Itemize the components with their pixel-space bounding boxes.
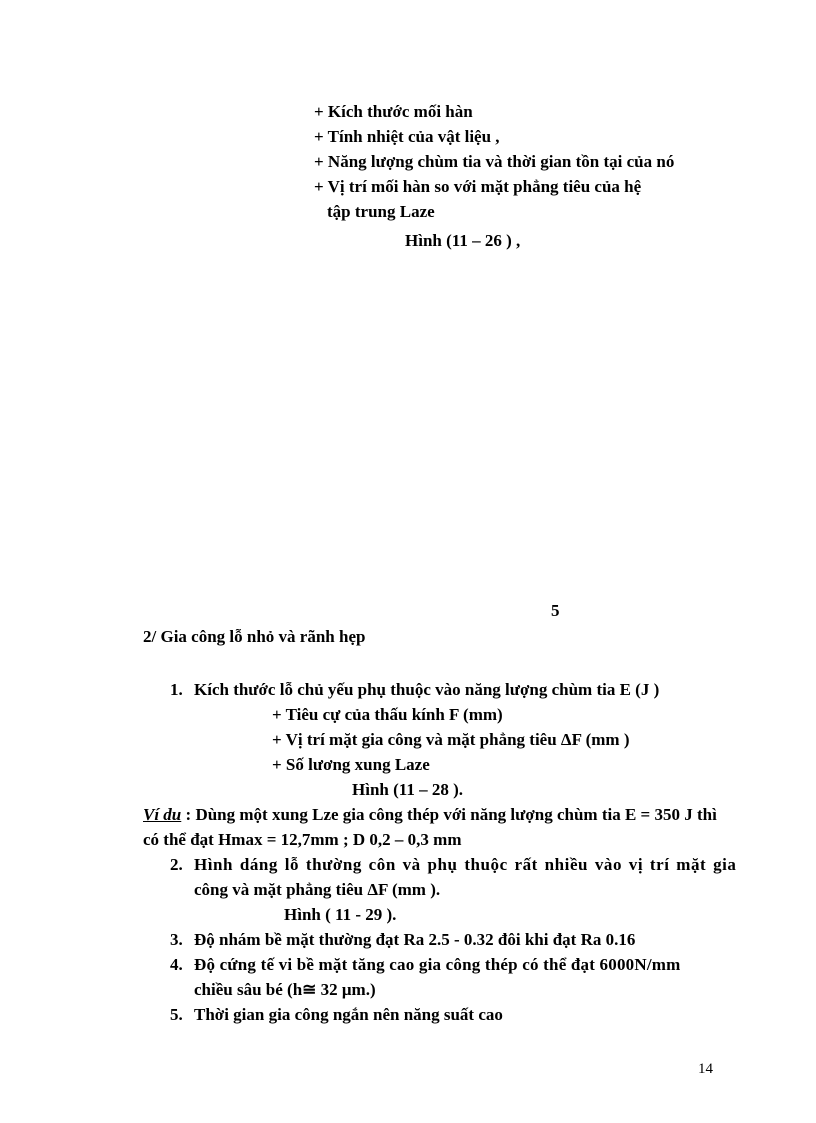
- figure-reference: Hình (11 – 28 ).: [352, 780, 463, 799]
- sub-item: + Vị trí mặt gia công và mặt phẳng tiêu ΔF (mm ): [272, 730, 630, 749]
- list-item-text: Độ nhám bề mặt thường đạt Ra 2.5 - 0.32 đôi khi đạt Ra 0.16: [194, 930, 636, 949]
- list-number: 1.: [170, 680, 183, 699]
- example-line-2: có thể đạt Hmax = 12,7mm ; D 0,2 – 0,3 mm: [143, 830, 462, 849]
- list-number: 4.: [170, 955, 183, 974]
- list-item-text: Kích thước lỗ chủ yếu phụ thuộc vào năng lượng chùm tia E (J ): [194, 680, 660, 699]
- list-item-3: [170, 929, 635, 951]
- list-item-2-continuation: công và mặt phẳng tiêu ΔF (mm ).: [194, 880, 441, 899]
- bullet-line: + Năng lượng chùm tia và thời gian tồn tại của nó: [314, 152, 675, 171]
- example-text: : Dùng một xung Lze gia công thép với năng lượng chùm tia E = 350 J thì: [181, 805, 717, 824]
- list-number: 5.: [170, 1005, 183, 1024]
- bullet-line-continuation: tập trung Laze: [327, 202, 435, 221]
- list-item-4: [170, 954, 680, 976]
- list-number: 3.: [170, 930, 183, 949]
- example-label: Ví du: [143, 805, 182, 824]
- list-item-text: Độ cứng tế vi bề mặt tăng cao gia công thép có thể đạt 6000N/mm: [194, 955, 681, 974]
- figure-reference: Hình (11 – 26 ) ,: [405, 231, 521, 250]
- bullet-line: + Vị trí mối hàn so với mặt phẳng tiêu của hệ: [314, 177, 642, 196]
- page-number: 14: [698, 1061, 713, 1077]
- bullet-line: + Tính nhiệt của vật liệu ,: [314, 127, 500, 146]
- sub-item: + Tiêu cự của thấu kính F (mm): [272, 705, 503, 724]
- bullet-line: + Kích thước mối hàn: [314, 102, 473, 121]
- list-item-text: Hình dáng lỗ thường côn và phụ thuộc rất nhiều vào vị trí mặt gia: [194, 855, 737, 874]
- sub-item: + Số lương xung Laze: [272, 755, 430, 774]
- list-item-text: Thời gian gia công ngắn nên năng suất cao: [194, 1005, 503, 1024]
- example-line: [143, 804, 717, 826]
- section-heading: 2/ Gia công lỗ nhỏ và rãnh hẹp: [143, 627, 366, 646]
- figure-reference: Hình ( 11 - 29 ).: [284, 905, 397, 924]
- list-number: 2.: [170, 855, 183, 874]
- list-item-5: [170, 1004, 503, 1026]
- figure-number: 5: [551, 601, 560, 620]
- list-item-4-continuation: chiều sâu bé (h≅ 32 μm.): [194, 980, 376, 999]
- list-item-1: [170, 679, 659, 701]
- list-item-2: [170, 854, 736, 876]
